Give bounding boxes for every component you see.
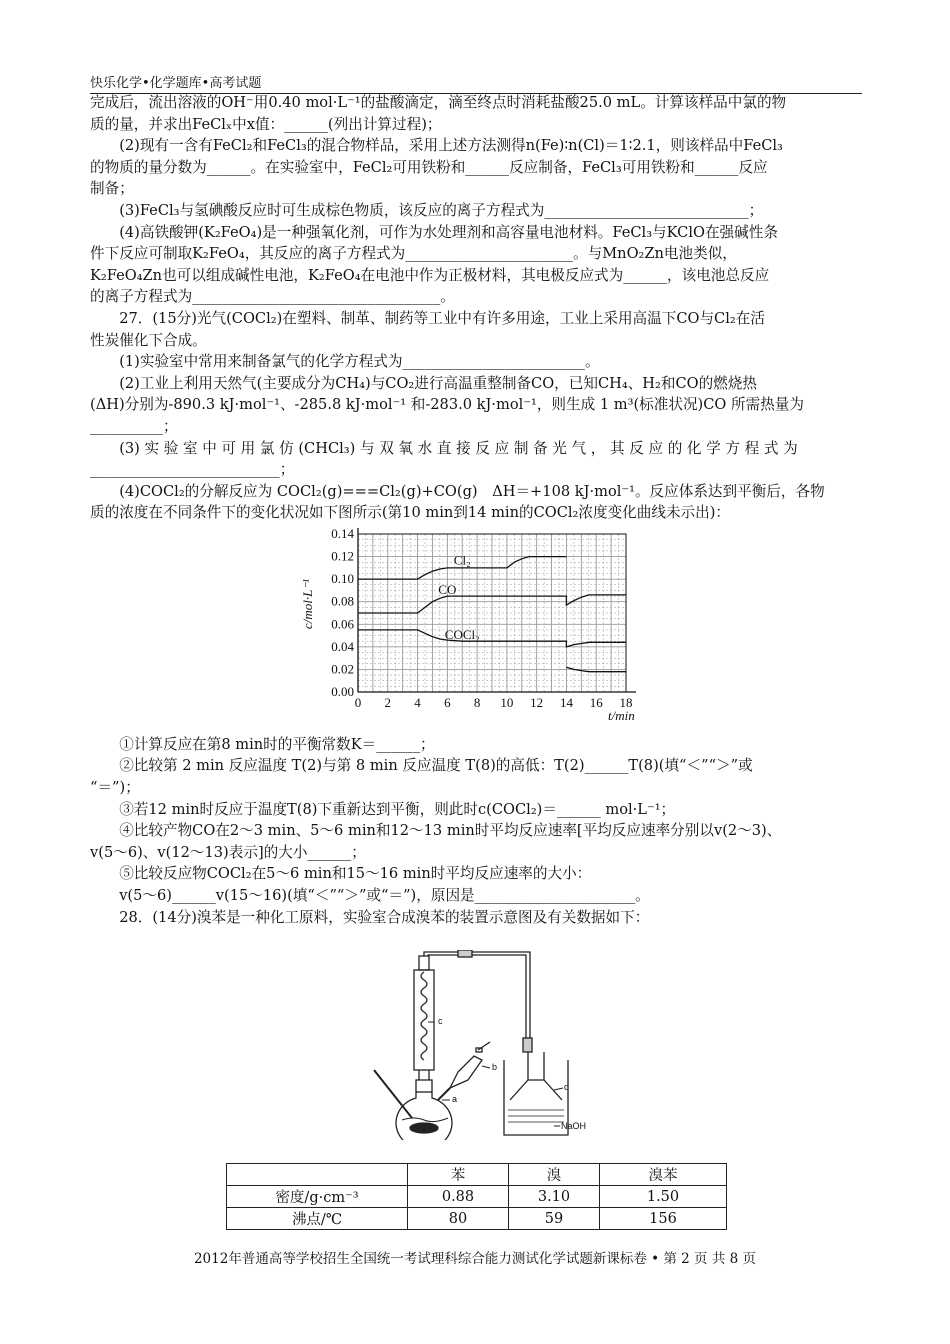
apparatus-diagram: [358, 950, 608, 1140]
connecting-tube: [424, 950, 532, 1052]
table-header-cell: 溴苯: [600, 1164, 727, 1186]
text-line: 性炭催化下合成。: [90, 331, 207, 349]
page-footer: 2012年普通高等学校招生全国统一考试理科综合能力测试化学试题新课标卷 • 第 2 页 共 8 页: [193, 1251, 757, 1267]
text-line: K₂FeO₄Zn也可以组成碱性电池，K₂FeO₄在电池中作为正极材料，其电极反应式为______，该电池总反应: [90, 266, 770, 284]
text-line: “＝”)；: [90, 779, 140, 797]
x-tick-label: 14: [559, 695, 573, 710]
text-line: v(5～6)、v(12～13)表示]的大小______；: [90, 843, 366, 861]
text-line: ③若12 min时反应于温度T(8)下重新达到平衡，则此时c(COCl₂)＝______ mol·L⁻¹；: [119, 800, 676, 818]
text-line: (2)工业上利用天然气(主要成分为CH₄)与CO₂进行高温重整制备CO，已知CH₄、H₂和CO的燃烧热: [119, 374, 757, 392]
text-line: 的离子方程式为__________________________________。: [90, 288, 455, 306]
text-line: 件下反应可制取K₂FeO₄，其反应的离子方程式为_______________________。与MnO₂Zn电池类似，: [90, 245, 737, 263]
text-line: (4)COCl₂的分解反应为 COCl₂(g)===Cl₂(g)+CO(g) ΔH＝+108 kJ·mol⁻¹。反应体系达到平衡后，各物: [119, 482, 825, 500]
table-row: [227, 1186, 727, 1208]
series-label: CO: [438, 581, 457, 597]
table-cell: 沸点/℃: [227, 1208, 408, 1230]
apparatus-labels: [428, 1016, 586, 1131]
label-a: a: [452, 1094, 458, 1104]
y-tick-label: 0.02: [331, 661, 354, 677]
y-tick-label: 0.06: [331, 616, 354, 632]
y-tick-label: 0.10: [331, 571, 354, 587]
x-tick-label: 10: [500, 695, 514, 710]
page-header: 快乐化学•化学题库•高考试题: [90, 72, 862, 94]
label-c: c: [438, 1016, 443, 1026]
x-tick-label: 4: [414, 695, 421, 710]
table-row: [227, 1208, 727, 1230]
y-tick-label: 0.12: [331, 548, 354, 564]
table-header-cell: [227, 1164, 408, 1186]
table-header-row: [227, 1164, 727, 1186]
x-tick-label: 2: [384, 695, 392, 710]
table-header-cell: 溴: [509, 1164, 600, 1186]
table-cell: 密度/g·cm⁻³: [227, 1186, 408, 1208]
text-line: 质的量，并求出FeClₓ中x值：______(列出计算过程)；: [90, 115, 442, 133]
text-line: ①计算反应在第8 min时的平衡常数K＝______；: [119, 735, 435, 753]
text-line: 27．(15分)光气(COCl₂)在塑料、制革、制药等工业中有许多用途，工业上采用高温下CO与Cl₂在活: [119, 309, 765, 327]
text-line: 制备；: [90, 180, 134, 198]
text-line: 28．(14分)溴苯是一种化工原料，实验室合成溴苯的装置示意图及有关数据如下：: [119, 908, 650, 926]
text-line: 完成后，流出溶液的OH⁻用0.40 mol·L⁻¹的盐酸滴定，滴至终点时消耗盐酸25.0 mL。计算该样品中氯的物: [90, 94, 787, 111]
text-line: v(5～6)______v(15～16)(填“＜”“＞”或“＝”)，原因是______________________。: [119, 887, 650, 905]
table-cell: 1.50: [600, 1186, 727, 1208]
label-b: b: [492, 1062, 498, 1072]
y-tick-label: 0.04: [331, 638, 354, 654]
y-tick-label: 0.08: [331, 593, 354, 609]
text-line: ⑤比较反应物COCl₂在5～6 min和15～16 min时平均反应速率的大小：: [119, 865, 592, 883]
x-tick-label: 0: [354, 695, 362, 710]
text-line: (4)高铁酸钾(K₂FeO₄)是一种强氧化剂，可作为水处理剂和高容量电池材料。FeCl₃与KClO在强碱性条: [119, 223, 778, 241]
x-tick-label: 18: [619, 695, 633, 710]
x-tick-label: 8: [473, 695, 481, 710]
text-line: ④比较产物CO在2～3 min、5～6 min和12～13 min时平均反应速率[平均反应速率分别以v(2～3)、: [119, 822, 782, 840]
text-line: (2)现有一含有FeCl₂和FeCl₃的混合物样品，采用上述方法测得n(Fe)∶n(Cl)＝1∶2.1，则该样品中FeCl₃: [119, 137, 783, 155]
table-cell: 59: [509, 1208, 600, 1230]
table-cell: 3.10: [509, 1186, 600, 1208]
text-line: (3)FeCl₃与氢碘酸反应时可生成棕色物质，该反应的离子方程式为____________________________；: [119, 201, 764, 219]
series-label: Cl₂: [453, 552, 471, 568]
table-header-cell: 苯: [408, 1164, 509, 1186]
y-tick-label: 0.00: [331, 684, 354, 699]
table-cell: 0.88: [408, 1186, 509, 1208]
y-axis-label: c/mol·L⁻¹: [300, 578, 315, 630]
condenser: [414, 956, 434, 1080]
text-line: ②比较第 2 min 反应温度 T(2)与第 8 min 反应温度 T(8)的高低：T(2)______T(8)(填“＜”“＞”或: [119, 757, 753, 775]
table-cell: 80: [408, 1208, 509, 1230]
table-cell: 156: [600, 1208, 727, 1230]
label-d: d: [564, 1082, 570, 1092]
x-tick-label: 12: [530, 695, 544, 710]
x-tick-label: 16: [589, 695, 603, 710]
series-label: COCl₂: [444, 626, 480, 642]
y-tick-label: 0.14: [331, 528, 354, 541]
text-line: (3) 实 验 室 中 可 用 氯 仿 (CHCl₃) 与 双 氧 水 直 接 反 应 制 备 光 气 ， 其 反 应 的 化 学 方 程 式 为: [119, 439, 798, 457]
text-line: (1)实验室中常用来制备氯气的化学方程式为_________________________。: [119, 353, 600, 371]
beaker: [504, 1052, 568, 1135]
thermometer: [374, 1070, 412, 1118]
x-axis-label: t/min: [608, 708, 635, 723]
text-line: (ΔH)分别为-890.3 kJ·mol⁻¹、-285.8 kJ·mol⁻¹ 和-283.0 kJ·mol⁻¹，则生成 1 m³(标准状况)CO 所需热量为: [90, 396, 804, 414]
text-line: __________；: [90, 417, 178, 435]
x-tick-label: 6: [444, 695, 451, 710]
label-naoh: NaOH: [561, 1121, 587, 1131]
concentration-chart: [300, 528, 650, 723]
data-table: [226, 1163, 727, 1230]
text-line: 的物质的量分数为______。在实验室中，FeCl₂可用铁粉和______反应制备，FeCl₃可用铁粉和______反应: [90, 158, 768, 176]
text-line: __________________________；: [90, 461, 295, 479]
text-line: 质的浓度在不同条件下的变化状况如下图所示(第10 min到14 min的COCl₂浓度变化曲线未示出)：: [90, 504, 731, 522]
dropping-funnel: [450, 1042, 490, 1088]
question-text: [90, 92, 862, 928]
